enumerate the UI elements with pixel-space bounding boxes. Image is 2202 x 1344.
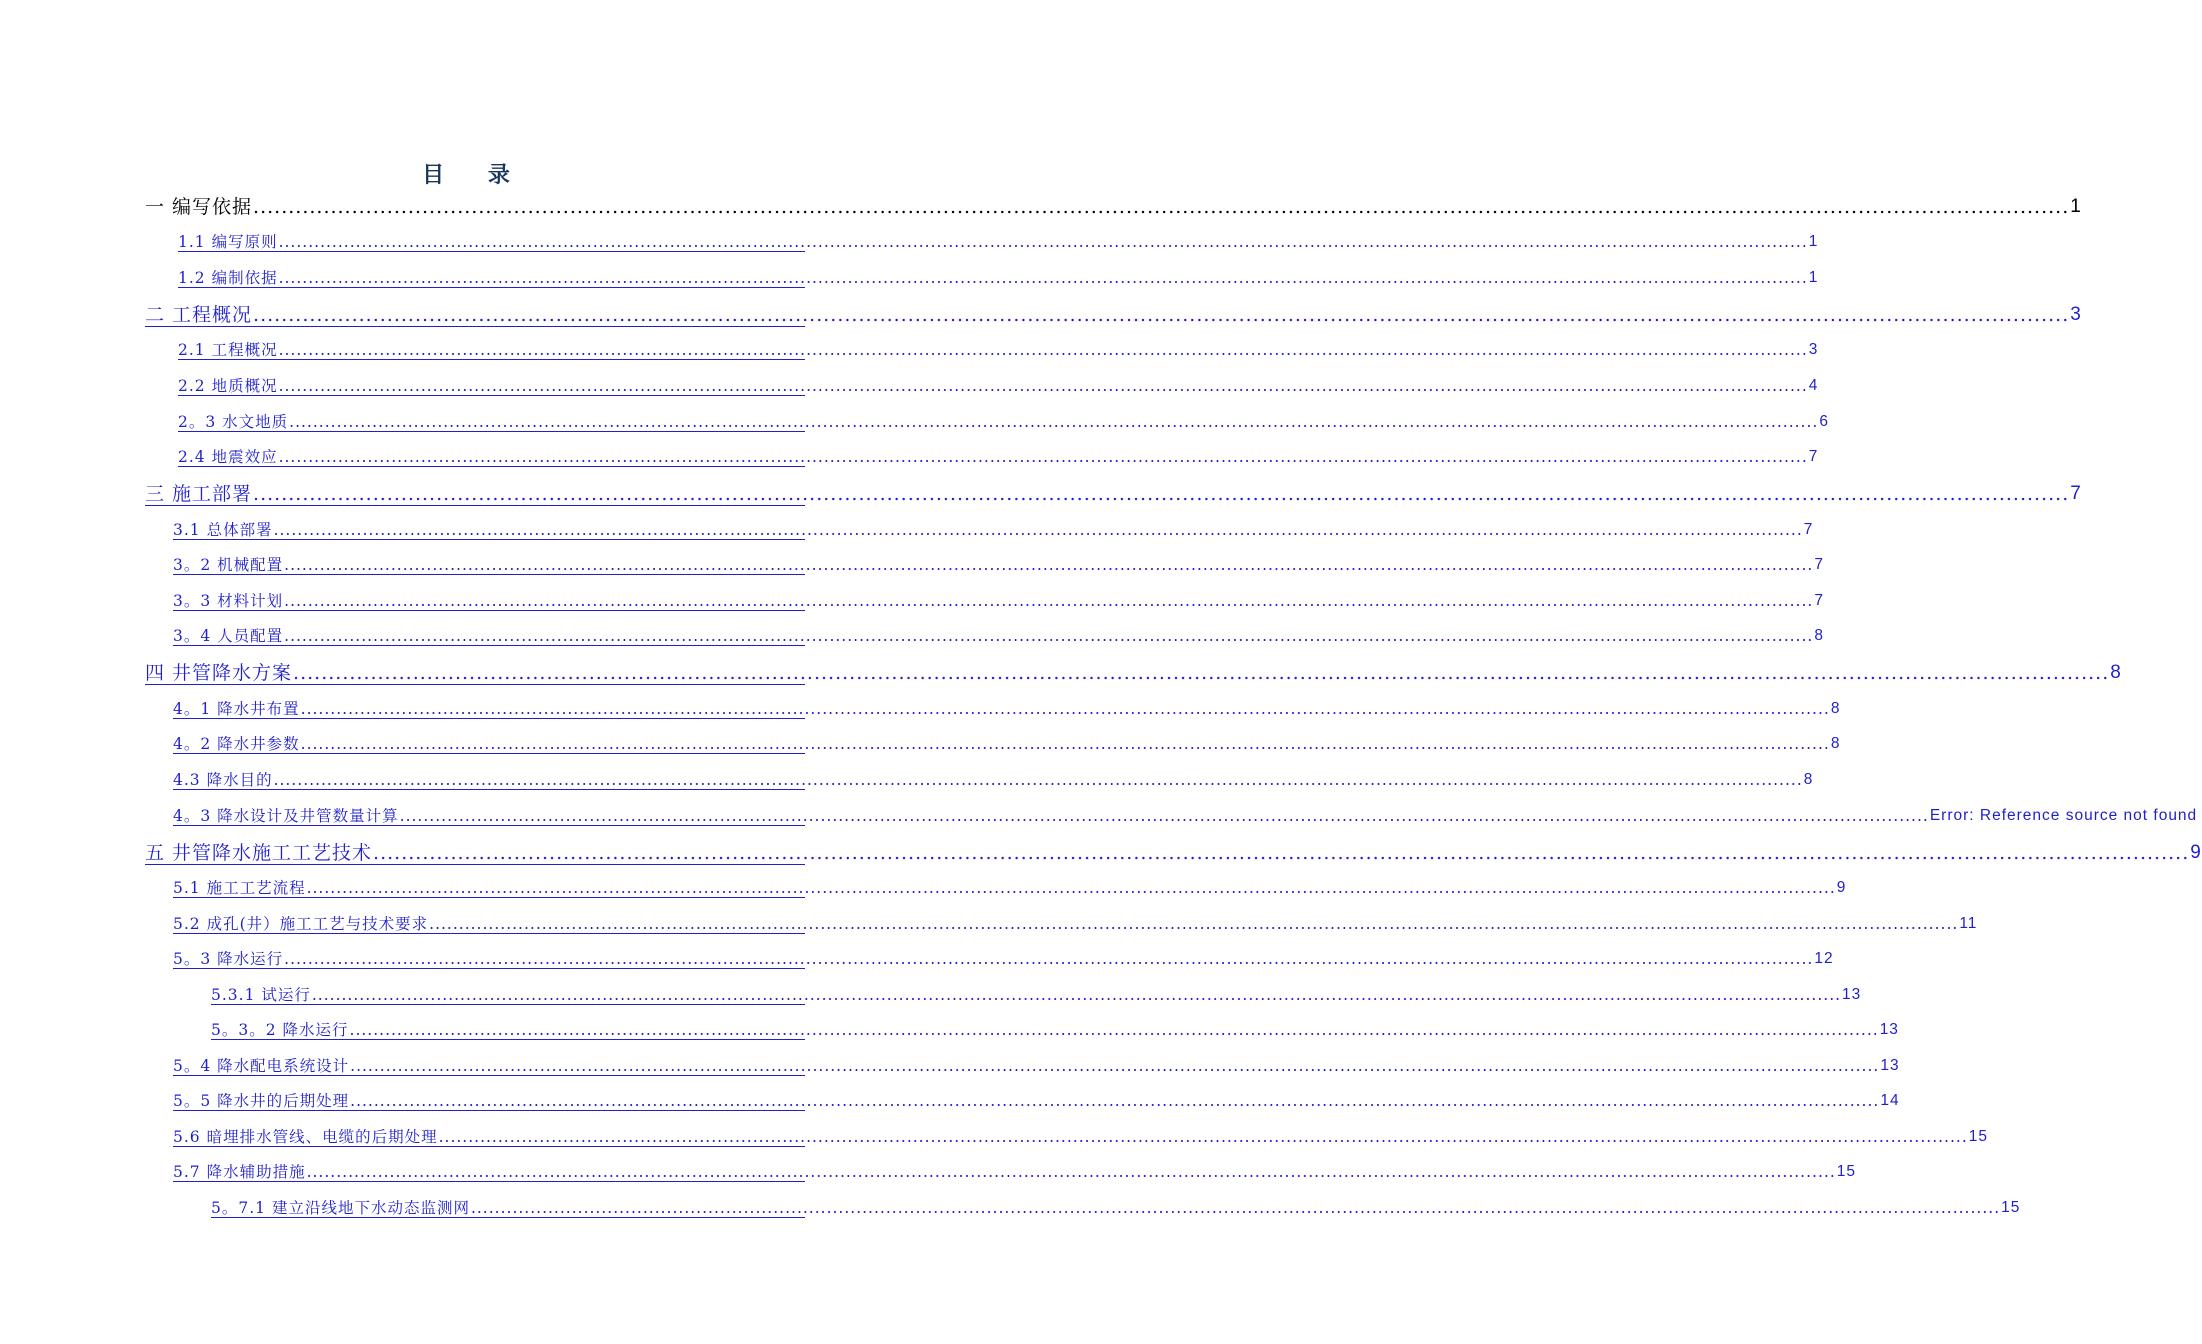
toc-entry-label: 三 施工部署: [145, 483, 253, 505]
toc-leader-dots: ..................................................................................................................................................................................................................................................................: [429, 915, 1959, 933]
toc-entry-label: 2。3 水文地质: [178, 413, 289, 431]
toc-entry-page: 1: [2070, 196, 2082, 217]
toc-entry-label: 4.3 降水目的: [173, 771, 273, 789]
toc-entry-label: 3.1 总体部署: [173, 521, 273, 539]
toc-leader-dots: ..................................................................................................................................................................................................................................................................: [350, 1092, 1880, 1110]
toc-entry-page: 8: [1830, 735, 1841, 752]
toc-entry-2-4[interactable]: [178, 445, 1819, 467]
toc-entry-4[interactable]: [145, 658, 2122, 685]
toc-entry-page: 7: [1814, 592, 1824, 609]
toc-entry-page: 13: [1842, 986, 1862, 1003]
toc-entry-page: 15: [1836, 1163, 1856, 1180]
toc-leader-dots: ..................................................................................................................................................................................................................................................................: [311, 986, 1842, 1004]
toc-entry-page: 8: [1803, 771, 1814, 788]
toc-leader-dots: ..................................................................................................................................................................................................................................................................: [284, 627, 1814, 645]
toc-leader-dots: ..................................................................................................................................................................................................................................................................: [278, 269, 1808, 287]
toc-leader-dots: ..................................................................................................................................................................................................................................................................: [278, 377, 1808, 395]
toc-entry-label: 3。4 人员配置: [173, 627, 284, 645]
toc-entry-3-4[interactable]: [173, 624, 1824, 646]
toc-leader-dots: ..................................................................................................................................................................................................................................................................: [350, 1057, 1880, 1075]
toc-entry-page: 8: [1830, 700, 1841, 717]
toc-entry-5-3[interactable]: [173, 947, 1834, 969]
toc-entry-label: 五 井管降水施工工艺技术: [145, 842, 373, 864]
toc-entry-label: 2.2 地质概况: [178, 377, 278, 395]
toc-entry-label: 4。3 降水设计及井管数量计算: [173, 807, 399, 825]
toc-entry-label: 5.6 暗埋排水管线、电缆的后期处理: [173, 1128, 438, 1146]
toc-entry-5[interactable]: [145, 838, 2202, 865]
toc-leader-dots: ..................................................................................................................................................................................................................................................................: [349, 1021, 1879, 1039]
toc-entry-5-3-2[interactable]: [211, 1018, 1899, 1040]
toc-entry-2[interactable]: [145, 300, 2082, 327]
toc-entry-4-3b[interactable]: [173, 804, 2198, 826]
toc-entry-3-2[interactable]: [173, 553, 1824, 575]
toc-entry-5-5[interactable]: [173, 1089, 1900, 1111]
toc-leader-dots: ..................................................................................................................................................................................................................................................................: [373, 842, 2190, 864]
toc-entry-label: 一 编写依据: [145, 196, 253, 218]
toc-leader-dots: ..................................................................................................................................................................................................................................................................: [306, 879, 1836, 897]
toc-entry-page: 7: [2070, 483, 2082, 504]
toc-leader-dots: ..................................................................................................................................................................................................................................................................: [278, 341, 1808, 359]
toc-entry-label: 2.1 工程概况: [178, 341, 278, 359]
toc-entry-2-3[interactable]: [178, 410, 1829, 432]
toc-entry-page: 13: [1880, 1057, 1900, 1074]
toc-leader-dots: ..................................................................................................................................................................................................................................................................: [300, 700, 1830, 718]
toc-entry-1[interactable]: [145, 192, 2082, 218]
toc-entry-5-4[interactable]: [173, 1054, 1900, 1076]
toc-entry-page: 15: [2001, 1199, 2021, 1216]
toc-entry-page: Error: Reference source not found: [1929, 807, 2198, 824]
toc-entry-label: 5.3.1 试运行: [211, 986, 311, 1004]
toc-entry-5-7[interactable]: [173, 1160, 1856, 1182]
toc-entry-page: 4: [1808, 377, 1819, 394]
toc-leader-dots: ..................................................................................................................................................................................................................................................................: [284, 556, 1814, 574]
toc-entry-page: 6: [1819, 413, 1829, 430]
toc-leader-dots: ..................................................................................................................................................................................................................................................................: [293, 662, 2110, 684]
toc-entry-label: 5。4 降水配电系统设计: [173, 1057, 350, 1075]
toc-entry-page: 12: [1814, 950, 1834, 967]
toc-entry-label: 5。7.1 建立沿线地下水动态监测网: [211, 1199, 470, 1217]
toc-entry-3[interactable]: [145, 479, 2082, 506]
toc-entry-label: 1.2 编制依据: [178, 269, 278, 287]
toc-entry-page: 13: [1879, 1021, 1899, 1038]
toc-entry-3-1[interactable]: [173, 518, 1814, 540]
toc-entry-page: 9: [1836, 879, 1847, 896]
toc-entry-2-2[interactable]: [178, 374, 1819, 396]
toc-leader-dots: ..................................................................................................................................................................................................................................................................: [438, 1128, 1968, 1146]
toc-leader-dots: ..................................................................................................................................................................................................................................................................: [470, 1199, 2001, 1217]
toc-entry-page: 8: [2110, 662, 2122, 683]
toc-entry-page: 3: [1808, 341, 1819, 358]
toc-entry-5-2[interactable]: [173, 912, 1978, 934]
toc-entry-5-1[interactable]: [173, 876, 1847, 898]
toc-entry-page: 7: [1803, 521, 1814, 538]
toc-leader-dots: ..................................................................................................................................................................................................................................................................: [306, 1163, 1836, 1181]
toc-entry-label: 3。2 机械配置: [173, 556, 284, 574]
toc-entry-4-3[interactable]: [173, 768, 1814, 790]
toc-entry-2-1[interactable]: [178, 338, 1819, 360]
toc-entry-label: 4。1 降水井布置: [173, 700, 300, 718]
toc-leader-dots: ..................................................................................................................................................................................................................................................................: [253, 483, 2070, 505]
toc-entry-page: 1: [1808, 233, 1819, 250]
toc-leader-dots: ..................................................................................................................................................................................................................................................................: [399, 807, 1929, 825]
toc-entry-label: 5。3。2 降水运行: [211, 1021, 349, 1039]
toc-entry-page: 7: [1814, 556, 1824, 573]
toc-entry-page: 3: [2070, 304, 2082, 325]
toc-entry-page: 15: [1968, 1128, 1989, 1145]
toc-entry-label: 5。5 降水井的后期处理: [173, 1092, 350, 1110]
toc-entry-page: 1: [1808, 269, 1819, 286]
toc-entry-label: 5.7 降水辅助措施: [173, 1163, 306, 1181]
toc-leader-dots: ..................................................................................................................................................................................................................................................................: [253, 304, 2070, 326]
toc-leader-dots: ..................................................................................................................................................................................................................................................................: [273, 771, 1803, 789]
toc-leader-dots: ..................................................................................................................................................................................................................................................................: [289, 413, 1819, 431]
toc-leader-dots: ..................................................................................................................................................................................................................................................................: [284, 950, 1814, 968]
toc-entry-label: 四 井管降水方案: [145, 662, 293, 684]
toc-entry-5-3-1[interactable]: [211, 983, 1862, 1005]
toc-leader-dots: ..................................................................................................................................................................................................................................................................: [253, 196, 2070, 218]
toc-entry-label: 5。3 降水运行: [173, 950, 284, 968]
toc-entry-label: 2.4 地震效应: [178, 448, 278, 466]
toc-entry-label: 5.2 成孔(井）施工工艺与技术要求: [173, 915, 429, 933]
toc-leader-dots: ..................................................................................................................................................................................................................................................................: [284, 592, 1814, 610]
toc-entry-label: 3。3 材料计划: [173, 592, 284, 610]
toc-entry-3-3[interactable]: [173, 589, 1824, 611]
toc-leader-dots: ..................................................................................................................................................................................................................................................................: [300, 735, 1830, 753]
toc-entry-page: 7: [1808, 448, 1819, 465]
toc-leader-dots: ..................................................................................................................................................................................................................................................................: [278, 233, 1808, 251]
toc-title: 目 录: [422, 162, 528, 188]
toc-entry-5-7-1[interactable]: [211, 1196, 2021, 1218]
toc-entry-label: 5.1 施工工艺流程: [173, 879, 306, 897]
toc-leader-dots: ..................................................................................................................................................................................................................................................................: [273, 521, 1803, 539]
toc-entry-page: 9: [2190, 842, 2202, 863]
toc-entry-1-1[interactable]: [178, 230, 1819, 252]
toc-entry-label: 4。2 降水井参数: [173, 735, 300, 753]
toc-entry-4-1[interactable]: [173, 697, 1841, 719]
toc-entry-1-2[interactable]: [178, 266, 1819, 288]
toc-entry-label: 1.1 编写原则: [178, 233, 278, 251]
toc-leader-dots: ..................................................................................................................................................................................................................................................................: [278, 448, 1808, 466]
toc-entry-5-6[interactable]: [173, 1125, 1989, 1147]
toc-entry-page: 11: [1959, 915, 1978, 932]
toc-entry-page: 14: [1880, 1092, 1900, 1109]
toc-entry-label: 二 工程概况: [145, 304, 253, 326]
toc-entry-page: 8: [1814, 627, 1824, 644]
toc-entry-4-2[interactable]: [173, 732, 1841, 754]
